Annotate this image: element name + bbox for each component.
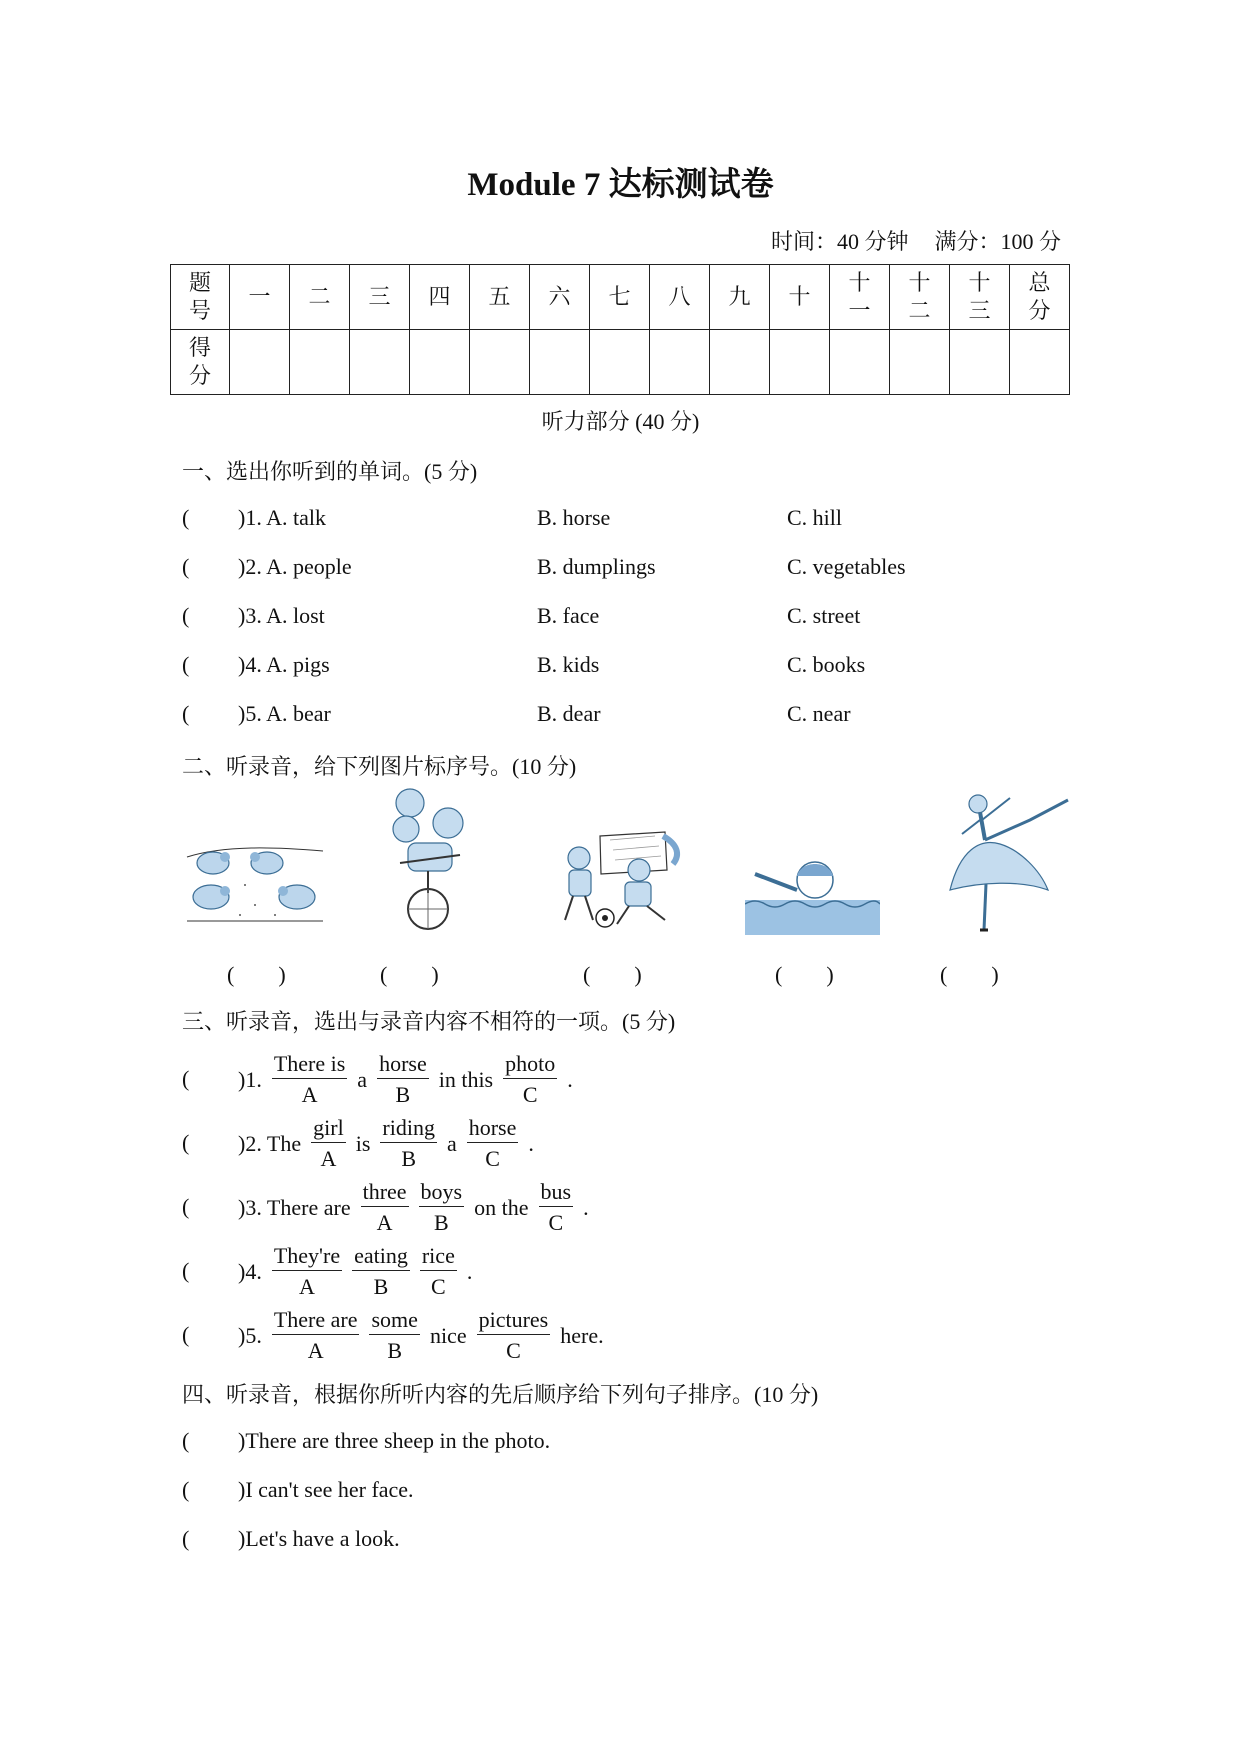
answer-paren[interactable]: ( bbox=[182, 603, 190, 628]
section1-item bbox=[182, 652, 1082, 682]
option-b: B. horse bbox=[537, 505, 611, 530]
score-cell[interactable] bbox=[950, 330, 1010, 395]
time-limit: 时间：40 分钟 bbox=[770, 229, 909, 254]
underlined-option: horse B bbox=[379, 1051, 427, 1107]
score-cell[interactable] bbox=[830, 330, 890, 395]
picture-answer-blank[interactable]: ( ) bbox=[583, 962, 642, 987]
option-c: C. street bbox=[787, 603, 861, 628]
column-header: 十 bbox=[770, 265, 830, 330]
underlined-option: girl A bbox=[313, 1115, 344, 1171]
pictures-row bbox=[170, 785, 1090, 955]
option-b: B. dumplings bbox=[537, 554, 656, 579]
option-c: C. vegetables bbox=[787, 554, 906, 579]
underlined-option: bus C bbox=[540, 1179, 572, 1235]
score-cell[interactable] bbox=[290, 330, 350, 395]
sentence: )Let's have a look. bbox=[238, 1526, 400, 1551]
score-cell[interactable] bbox=[410, 330, 470, 395]
swimmer-picture bbox=[745, 850, 880, 935]
score-cell[interactable] bbox=[1010, 330, 1070, 395]
option-a: )2. A. people bbox=[238, 554, 352, 579]
column-header: 七 bbox=[590, 265, 650, 330]
picture-answer-blank[interactable]: ( ) bbox=[380, 962, 439, 987]
score-cell[interactable] bbox=[770, 330, 830, 395]
section4-heading: 四、听录音，根据你所听内容的先后顺序给下列句子排序。(10 分) bbox=[182, 1382, 819, 1407]
underlined-option: They're A bbox=[273, 1243, 341, 1299]
option-a: )1. A. talk bbox=[238, 505, 326, 530]
column-header: 总 分 bbox=[1010, 265, 1070, 330]
column-header: 五 bbox=[470, 265, 530, 330]
section3-item bbox=[182, 1114, 1082, 1178]
answer-paren[interactable]: ( bbox=[182, 554, 190, 579]
sentence: )I can't see her face. bbox=[238, 1477, 414, 1502]
answer-paren[interactable]: ( bbox=[182, 1066, 190, 1091]
score-cell[interactable] bbox=[230, 330, 290, 395]
column-header: 三 bbox=[350, 265, 410, 330]
section1-heading: 一、选出你听到的单词。(5 分) bbox=[182, 459, 478, 484]
answer-paren[interactable]: ( bbox=[182, 1194, 190, 1219]
section3-item bbox=[182, 1178, 1082, 1242]
page-title: Module 7 达标测试卷 bbox=[467, 167, 774, 203]
option-b: B. face bbox=[537, 603, 600, 628]
section1-item bbox=[182, 701, 1082, 731]
sentence: )5. There are A some B nice pictures C here. bbox=[238, 1306, 614, 1367]
listening-part-heading: 听力部分 (40 分) bbox=[541, 409, 700, 434]
section2-heading: 二、听录音，给下列图片标序号。(10 分) bbox=[182, 754, 577, 779]
score-cell[interactable] bbox=[590, 330, 650, 395]
sentence: )1. There is A a horse B in this photo C . bbox=[238, 1050, 583, 1111]
section1-item bbox=[182, 554, 1082, 584]
underlined-option: three A bbox=[362, 1179, 407, 1235]
answer-paren[interactable]: ( bbox=[182, 505, 190, 530]
underlined-option: riding B bbox=[382, 1115, 435, 1171]
score-cell[interactable] bbox=[890, 330, 950, 395]
score-table-score-row bbox=[171, 330, 1070, 395]
item-number: )2. The bbox=[238, 1131, 302, 1156]
option-c: C. books bbox=[787, 652, 866, 677]
item-number: )5. bbox=[238, 1323, 262, 1348]
answer-paren[interactable]: ( bbox=[182, 1428, 190, 1453]
column-header: 二 bbox=[290, 265, 350, 330]
section3-item bbox=[182, 1306, 1082, 1370]
section4-item bbox=[182, 1477, 1082, 1507]
option-b: B. dear bbox=[537, 701, 601, 726]
option-a: )3. A. lost bbox=[238, 603, 325, 628]
answer-paren[interactable]: ( bbox=[182, 652, 190, 677]
score-cell[interactable] bbox=[470, 330, 530, 395]
section1-item bbox=[182, 603, 1082, 633]
section3-heading: 三、听录音，选出与录音内容不相符的一项。(5 分) bbox=[182, 1009, 676, 1034]
score-cell[interactable] bbox=[530, 330, 590, 395]
underlined-option: boys B bbox=[420, 1179, 463, 1235]
boys-football-picture bbox=[555, 830, 685, 930]
underlined-option: eating B bbox=[354, 1243, 408, 1299]
underlined-option: pictures C bbox=[478, 1307, 549, 1363]
section3-item bbox=[182, 1050, 1082, 1114]
score-label-cell: 得 分 bbox=[171, 330, 230, 395]
ballet-dancer-picture bbox=[940, 790, 1070, 940]
picture-answer-blank[interactable]: ( ) bbox=[940, 962, 999, 987]
sentence: )There are three sheep in the photo. bbox=[238, 1428, 551, 1453]
underlined-option: There are A bbox=[273, 1307, 358, 1363]
section4-item bbox=[182, 1428, 1082, 1458]
underlined-option: horse C bbox=[468, 1115, 517, 1171]
score-table bbox=[170, 264, 1070, 395]
score-table-header-row bbox=[171, 265, 1070, 330]
underlined-option: some B bbox=[371, 1307, 418, 1363]
item-number: )1. bbox=[238, 1067, 262, 1092]
underlined-option: rice C bbox=[421, 1243, 455, 1299]
column-header: 四 bbox=[410, 265, 470, 330]
section3-item bbox=[182, 1242, 1082, 1306]
item-number: )4. bbox=[238, 1259, 262, 1284]
underlined-option: photo C bbox=[505, 1051, 556, 1107]
column-header: 一 bbox=[230, 265, 290, 330]
column-header: 六 bbox=[530, 265, 590, 330]
section4-item bbox=[182, 1526, 1082, 1556]
column-header: 十 三 bbox=[950, 265, 1010, 330]
section1-item bbox=[182, 505, 1082, 535]
answer-paren[interactable]: ( bbox=[182, 1526, 190, 1551]
option-a: )4. A. pigs bbox=[238, 652, 330, 677]
column-header: 十 二 bbox=[890, 265, 950, 330]
option-c: C. hill bbox=[787, 505, 843, 530]
sentence: )3. There are three A boys B on the bus C . bbox=[238, 1178, 599, 1239]
full-score: 满分：100 分 bbox=[934, 229, 1061, 254]
kids-on-bike-picture bbox=[380, 785, 480, 935]
answer-paren[interactable]: ( bbox=[182, 1130, 190, 1155]
picture-answer-blank[interactable]: ( ) bbox=[227, 962, 286, 987]
time-info bbox=[771, 225, 1061, 256]
column-header: 八 bbox=[650, 265, 710, 330]
answer-paren[interactable]: ( bbox=[182, 701, 190, 726]
column-header: 十 一 bbox=[830, 265, 890, 330]
option-a: )5. A. bear bbox=[238, 701, 331, 726]
answer-paren[interactable]: ( bbox=[182, 1258, 190, 1283]
column-header: 九 bbox=[710, 265, 770, 330]
answer-paren[interactable]: ( bbox=[182, 1322, 190, 1347]
item-number: )3. There are bbox=[238, 1195, 351, 1220]
underlined-option: There is A bbox=[273, 1051, 346, 1107]
option-c: C. near bbox=[787, 701, 851, 726]
sentence: )2. The girl A is riding B a horse C . bbox=[238, 1114, 544, 1175]
sentence: )4. They're A eating B rice C . bbox=[238, 1242, 482, 1303]
answer-paren[interactable]: ( bbox=[182, 1477, 190, 1502]
header-label-cell: 题 号 bbox=[171, 265, 230, 330]
score-cell[interactable] bbox=[650, 330, 710, 395]
option-b: B. kids bbox=[537, 652, 600, 677]
picture-answer-blank[interactable]: ( ) bbox=[775, 962, 834, 987]
score-cell[interactable] bbox=[350, 330, 410, 395]
chickens-picture bbox=[185, 835, 325, 925]
score-cell[interactable] bbox=[710, 330, 770, 395]
